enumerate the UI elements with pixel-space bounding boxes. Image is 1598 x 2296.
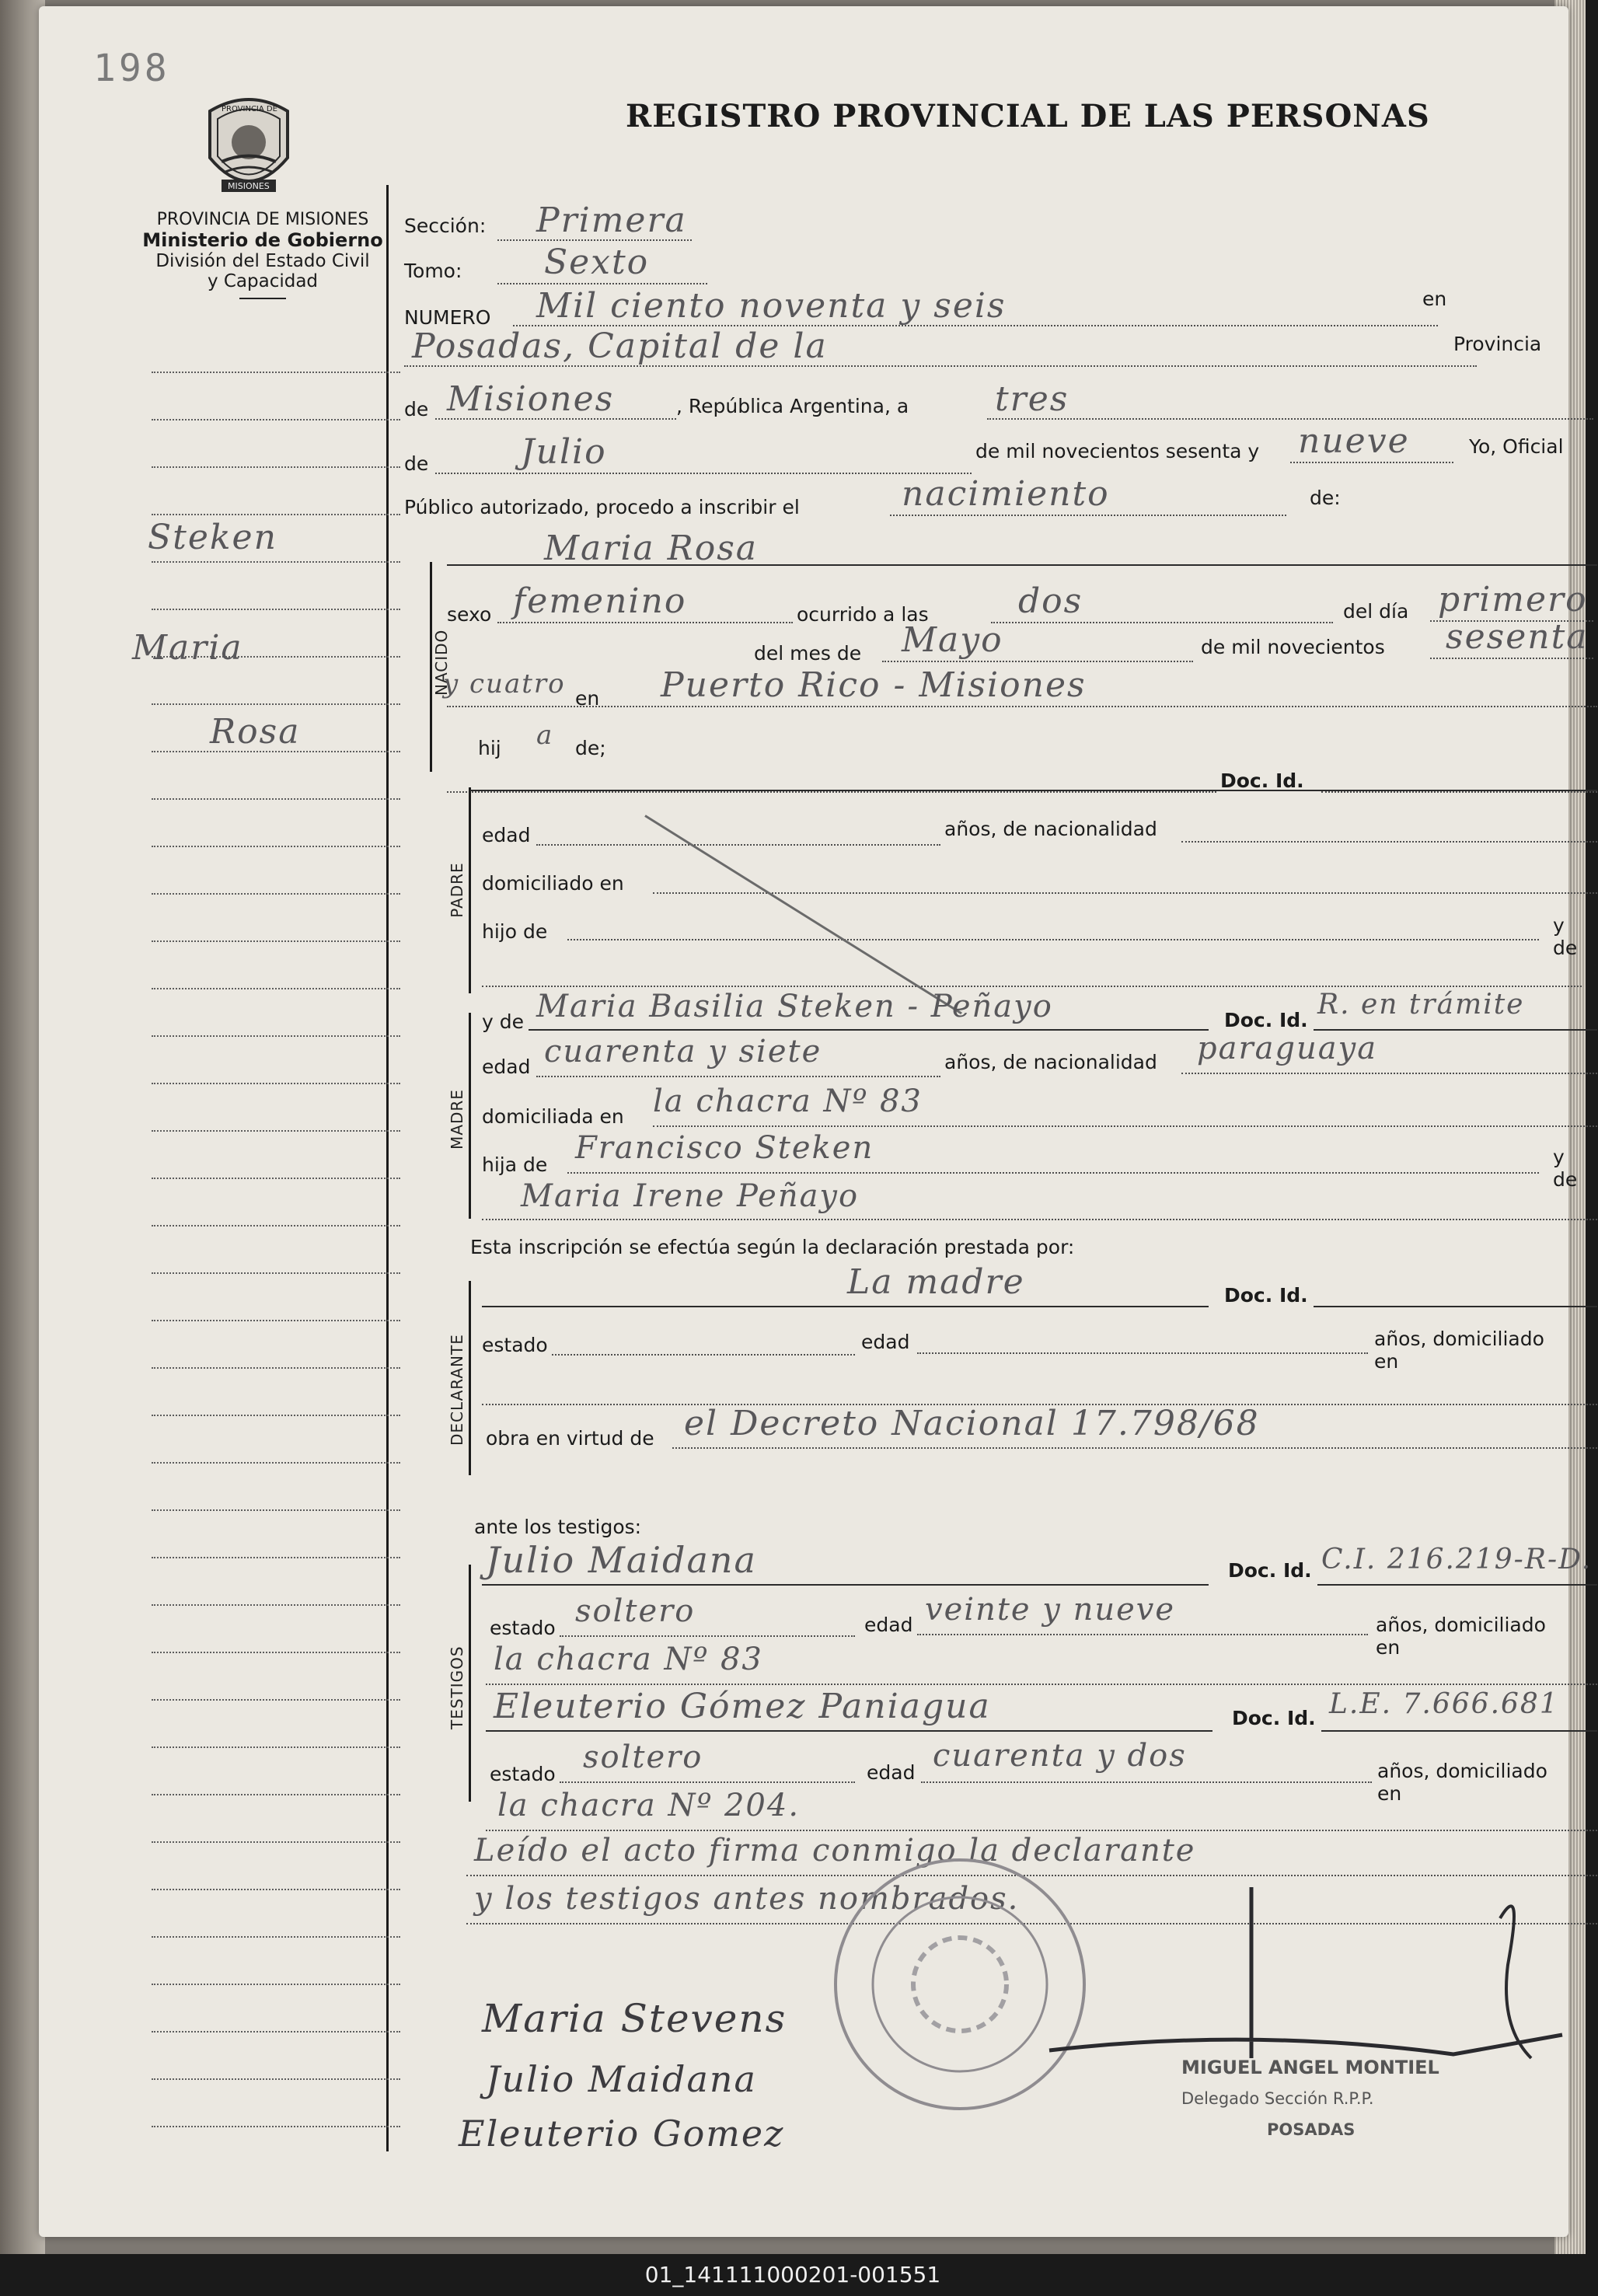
line-sexo: [497, 622, 793, 623]
value-dom-madre: la chacra Nº 83: [653, 1083, 923, 1119]
value-doc-testigo2: L.E. 7.666.681: [1329, 1688, 1559, 1720]
value-anio-nac-b: y cuatro: [443, 668, 566, 700]
label-doc-nacido: Doc. Id.: [1220, 769, 1304, 792]
rule-padre: [470, 790, 1597, 791]
archive-reference: 01_141111000201-001551: [0, 2254, 1586, 2296]
margin-rule-line: [152, 1035, 400, 1037]
issuer-line-3: División del Estado Civil: [155, 251, 370, 271]
value-nombre: Maria Rosa: [544, 529, 759, 568]
value-madre-nombre: Maria Basilia Steken - Peñayo: [536, 989, 1053, 1024]
margin-rule-line: [152, 1509, 400, 1511]
folio-number: 198: [93, 47, 170, 90]
label-y-de-madre-2: y de: [1553, 1146, 1578, 1191]
label-seccion: Sección:: [404, 215, 487, 237]
margin-rule-line: [152, 1557, 400, 1558]
label-yo-oficial: Yo, Oficial: [1469, 435, 1564, 458]
label-en: en: [1422, 288, 1447, 310]
line-testigo1: [482, 1584, 1209, 1586]
value-doc-testigo1: C.I. 216.219-R-D.: [1321, 1544, 1593, 1575]
label-en-nac: en: [575, 687, 600, 710]
line-doc-declarante: [1314, 1306, 1597, 1307]
margin-rule-line: [152, 1225, 400, 1227]
value-lugar-nac: Puerto Rico - Misiones: [661, 665, 1087, 705]
margin-rule-line: [152, 798, 400, 800]
line-hijo-de: [567, 939, 1539, 940]
label-estado-t1: estado: [490, 1617, 556, 1639]
value-nac-madre: paraguaya: [1197, 1031, 1378, 1066]
margin-divider: [386, 185, 389, 2151]
margin-rule-line: [152, 1415, 400, 1416]
line-hora: [991, 622, 1333, 623]
value-edad-t1: veinte y nueve: [925, 1592, 1176, 1628]
officer-name: MIGUEL ANGEL MONTIEL: [1181, 2057, 1439, 2078]
value-decreto: el Decreto Nacional 17.798/68: [684, 1404, 1260, 1443]
madre-bracket: [469, 1013, 471, 1219]
value-mes: Julio: [521, 432, 607, 472]
margin-rule-line: [152, 372, 400, 373]
line-madre-nombre: [529, 1029, 1209, 1031]
label-doc-declarante: Doc. Id.: [1224, 1284, 1308, 1307]
line-padre-madre: [482, 986, 1582, 987]
value-madre-padre: Francisco Steken: [575, 1130, 874, 1166]
margin-rule-line: [152, 609, 400, 610]
emblem-bottom-text: MISIONES: [228, 181, 270, 191]
value-hora: dos: [1018, 581, 1083, 621]
margin-note-surname: Steken: [148, 518, 277, 557]
label-anos-nac-madre: años, de nacionalidad: [944, 1051, 1157, 1073]
label-doc-testigo2: Doc. Id.: [1232, 1707, 1316, 1729]
testigos-bracket: [469, 1565, 471, 1802]
margin-rule-line: [152, 1083, 400, 1084]
margin-rule-line: [152, 1320, 400, 1321]
value-dia-nac: primero: [1438, 580, 1588, 619]
margin-rule-line: [152, 1841, 400, 1843]
value-mes-nac: Mayo: [902, 620, 1003, 660]
margin-rule-line: [152, 846, 400, 847]
margin-rule-line: [152, 1367, 400, 1369]
label-anos-dom-decl: años, domiciliado en: [1374, 1328, 1544, 1373]
margin-rule-line: [152, 1984, 400, 1985]
value-cierre-2: y los testigos antes nombrados.: [474, 1881, 1020, 1917]
line-madre-madre: [482, 1219, 1597, 1220]
label-del-dia: del día: [1343, 600, 1409, 623]
label-anos-dom-t1: años, domiciliado en: [1376, 1614, 1546, 1659]
label-del-mes: del mes de: [754, 642, 862, 665]
line-edad-decl: [917, 1352, 1368, 1354]
margin-note-name: Maria: [132, 628, 243, 668]
signature-testigo1: Julio Maidana: [486, 2058, 757, 2100]
margin-rule-line: [152, 1178, 400, 1179]
value-dom-t1: la chacra Nº 83: [494, 1642, 763, 1677]
line-estado-t2: [560, 1781, 855, 1783]
label-y-de-padre: y de: [1553, 914, 1578, 959]
page-title: REGISTRO PROVINCIAL DE LAS PERSONAS: [626, 98, 1430, 134]
officer-title: Delegado Sección R.P.P.: [1181, 2089, 1374, 2108]
margin-rule-line: [152, 893, 400, 895]
label-doc-madre: Doc. Id.: [1224, 1009, 1308, 1031]
line-edad-madre: [536, 1076, 940, 1077]
label-provincia: Provincia: [1453, 333, 1542, 355]
margin-rule-line: [152, 1794, 400, 1795]
label-ocurrido: ocurrido a las: [797, 603, 929, 626]
margin-rule-line: [152, 2031, 400, 2033]
line-doc-testigo2: [1321, 1730, 1597, 1732]
label-edad-decl: edad: [861, 1331, 910, 1353]
line-obra: [672, 1447, 1597, 1449]
margin-rule-line: [152, 466, 400, 468]
provincial-emblem: [198, 88, 299, 204]
margin-rule-line: [152, 940, 400, 942]
margin-rule-line: [152, 1936, 400, 1938]
label-numero: NUMERO: [404, 306, 491, 329]
line-doc-nacido: [447, 791, 1216, 793]
issuer-block: [107, 210, 418, 299]
line-anio-nac: [1430, 658, 1593, 659]
label-edad-t2: edad: [867, 1761, 916, 1784]
margin-rule-line: [152, 2078, 400, 2080]
line-acto: [890, 515, 1286, 516]
value-estado-t1: soltero: [575, 1593, 696, 1629]
value-testigo2: Eleuterio Gómez Paniagua: [494, 1687, 991, 1726]
line-declarante: [482, 1306, 1209, 1307]
value-tomo: Sexto: [544, 243, 650, 282]
declarante-bracket: [469, 1281, 471, 1475]
value-testigo1: Julio Maidana: [486, 1539, 757, 1581]
record-page: [39, 6, 1598, 2237]
margin-rule-line: [152, 703, 400, 705]
signature-testigo2: Eleuterio Gomez: [459, 2113, 785, 2155]
line-mes: [435, 473, 972, 474]
label-hija-de: hija de: [482, 1153, 548, 1176]
label-estado-decl: estado: [482, 1334, 548, 1356]
label-de-1: de: [404, 398, 429, 420]
label-domiciliado-padre: domiciliado en: [482, 872, 624, 895]
label-domiciliada-madre: domiciliada en: [482, 1105, 624, 1128]
value-acto: nacimiento: [902, 474, 1110, 514]
value-anio: nueve: [1298, 421, 1410, 461]
line-edad-t2: [921, 1781, 1372, 1783]
label-de-2: de: [404, 452, 429, 475]
officer-signature-mark: [1018, 1872, 1578, 2074]
value-seccion: Primera: [536, 201, 687, 240]
label-de-colon: de:: [1310, 487, 1341, 509]
label-publico: Público autorizado, procedo a inscribir el: [404, 496, 800, 518]
line-testigo2: [486, 1730, 1212, 1732]
margin-rule-line: [152, 1746, 400, 1748]
label-doc-testigo1: Doc. Id.: [1228, 1559, 1312, 1582]
value-numero: Mil ciento noventa y seis: [536, 286, 1007, 326]
line-edad-t1: [917, 1634, 1368, 1635]
label-sexo: sexo: [447, 603, 492, 626]
label-anos-dom-t2: años, domiciliado en: [1377, 1760, 1547, 1805]
margin-rule-line: [152, 1699, 400, 1701]
issuer-underline: [239, 298, 286, 299]
margin-rule-line: [152, 419, 400, 420]
label-de-mil-2: de mil novecientos: [1201, 636, 1385, 658]
label-de-mil: de mil novecientos sesenta y: [975, 440, 1260, 462]
label-obra: obra en virtud de: [486, 1427, 654, 1450]
section-madre: MADRE: [448, 1089, 466, 1150]
margin-rule-line: [152, 1604, 400, 1606]
margin-rule-line: [152, 1130, 400, 1132]
label-anos-nac-padre: años, de nacionalidad: [944, 818, 1157, 840]
label-ante: ante los testigos:: [474, 1516, 642, 1538]
issuer-line-4: y Capacidad: [207, 271, 319, 291]
value-madre-madre: Maria Irene Peñayo: [521, 1178, 860, 1214]
section-testigos: TESTIGOS: [448, 1645, 466, 1729]
line-dia: [987, 418, 1593, 420]
value-sexo: femenino: [513, 581, 687, 621]
margin-rule-line: [152, 988, 400, 989]
padre-bracket: [469, 787, 471, 993]
label-edad-t1: edad: [864, 1614, 913, 1636]
label-estado-t2: estado: [490, 1763, 556, 1785]
line-doc-testigo1: [1317, 1584, 1597, 1586]
margin-rule-line: [152, 1462, 400, 1464]
label-de-semi: de;: [575, 737, 606, 759]
label-declaracion: Esta inscripción se efectúa según la declaración prestada por:: [470, 1236, 1075, 1258]
label-tomo: Tomo:: [404, 260, 462, 282]
label-hij: hij: [478, 737, 501, 759]
line-estado-t1: [560, 1635, 855, 1637]
label-republica: , República Argentina, a: [676, 395, 909, 417]
margin-rule-line: [152, 1652, 400, 1653]
margin-rule-line: [152, 1889, 400, 1890]
value-lugar: Posadas, Capital de la: [412, 326, 828, 366]
line-nac-padre: [1181, 841, 1597, 843]
value-edad-t2: cuarenta y dos: [933, 1738, 1187, 1774]
officer-city: POSADAS: [1267, 2120, 1356, 2139]
margin-rule-line: [152, 561, 400, 563]
margin-rule-line: [152, 514, 400, 515]
line-estado-decl: [552, 1354, 855, 1356]
section-nacido: NACIDO: [432, 629, 451, 696]
issuer-line-1: PROVINCIA DE MISIONES: [156, 210, 369, 229]
line-mes-nac: [882, 661, 1193, 662]
value-edad-madre: cuarenta y siete: [544, 1034, 822, 1069]
section-padre: PADRE: [448, 862, 466, 918]
label-y-de-madre: y de: [482, 1010, 524, 1033]
value-dom-t2: la chacra Nº 204.: [497, 1788, 801, 1823]
value-provincia-de: Misiones: [447, 379, 615, 419]
issuer-line-2: Ministerio de Gobierno: [142, 229, 383, 251]
section-declarante: DECLARANTE: [448, 1334, 466, 1446]
line-anio: [1290, 462, 1453, 463]
emblem-top-text: PROVINCIA DE: [222, 105, 277, 113]
line-dom-t2: [486, 1830, 1597, 1831]
label-semicolon: ;: [1592, 956, 1598, 979]
line-lugar-nac: [447, 706, 1597, 707]
value-hij: a: [536, 720, 554, 751]
value-anio-nac-a: sesenta: [1446, 617, 1589, 657]
line-dom-madre: [653, 1125, 1597, 1127]
line-dom-padre: [653, 892, 1597, 894]
label-edad-madre: edad: [482, 1056, 531, 1078]
line-tomo: [497, 283, 707, 284]
line-edad-padre: [536, 844, 940, 846]
label-edad-padre: edad: [482, 824, 531, 846]
line-nac-madre: [1181, 1073, 1597, 1074]
line-dom-t1: [486, 1684, 1597, 1685]
value-dia: tres: [995, 379, 1069, 419]
margin-note-name2: Rosa: [210, 712, 301, 752]
line-hija-de: [567, 1172, 1539, 1174]
label-hijo-de: hijo de: [482, 920, 548, 943]
value-cierre-1: Leído el acto firma conmigo la declarante: [474, 1833, 1196, 1869]
value-declarante: La madre: [847, 1262, 1025, 1302]
value-doc-madre: R. en trámite: [1317, 989, 1525, 1021]
value-estado-t2: soltero: [583, 1739, 703, 1775]
signature-declarante: Maria Stevens: [482, 1996, 787, 2041]
margin-rule-line: [152, 1272, 400, 1274]
line-doc-nacido-2: [1321, 791, 1597, 793]
margin-rule-line: [152, 2126, 400, 2127]
